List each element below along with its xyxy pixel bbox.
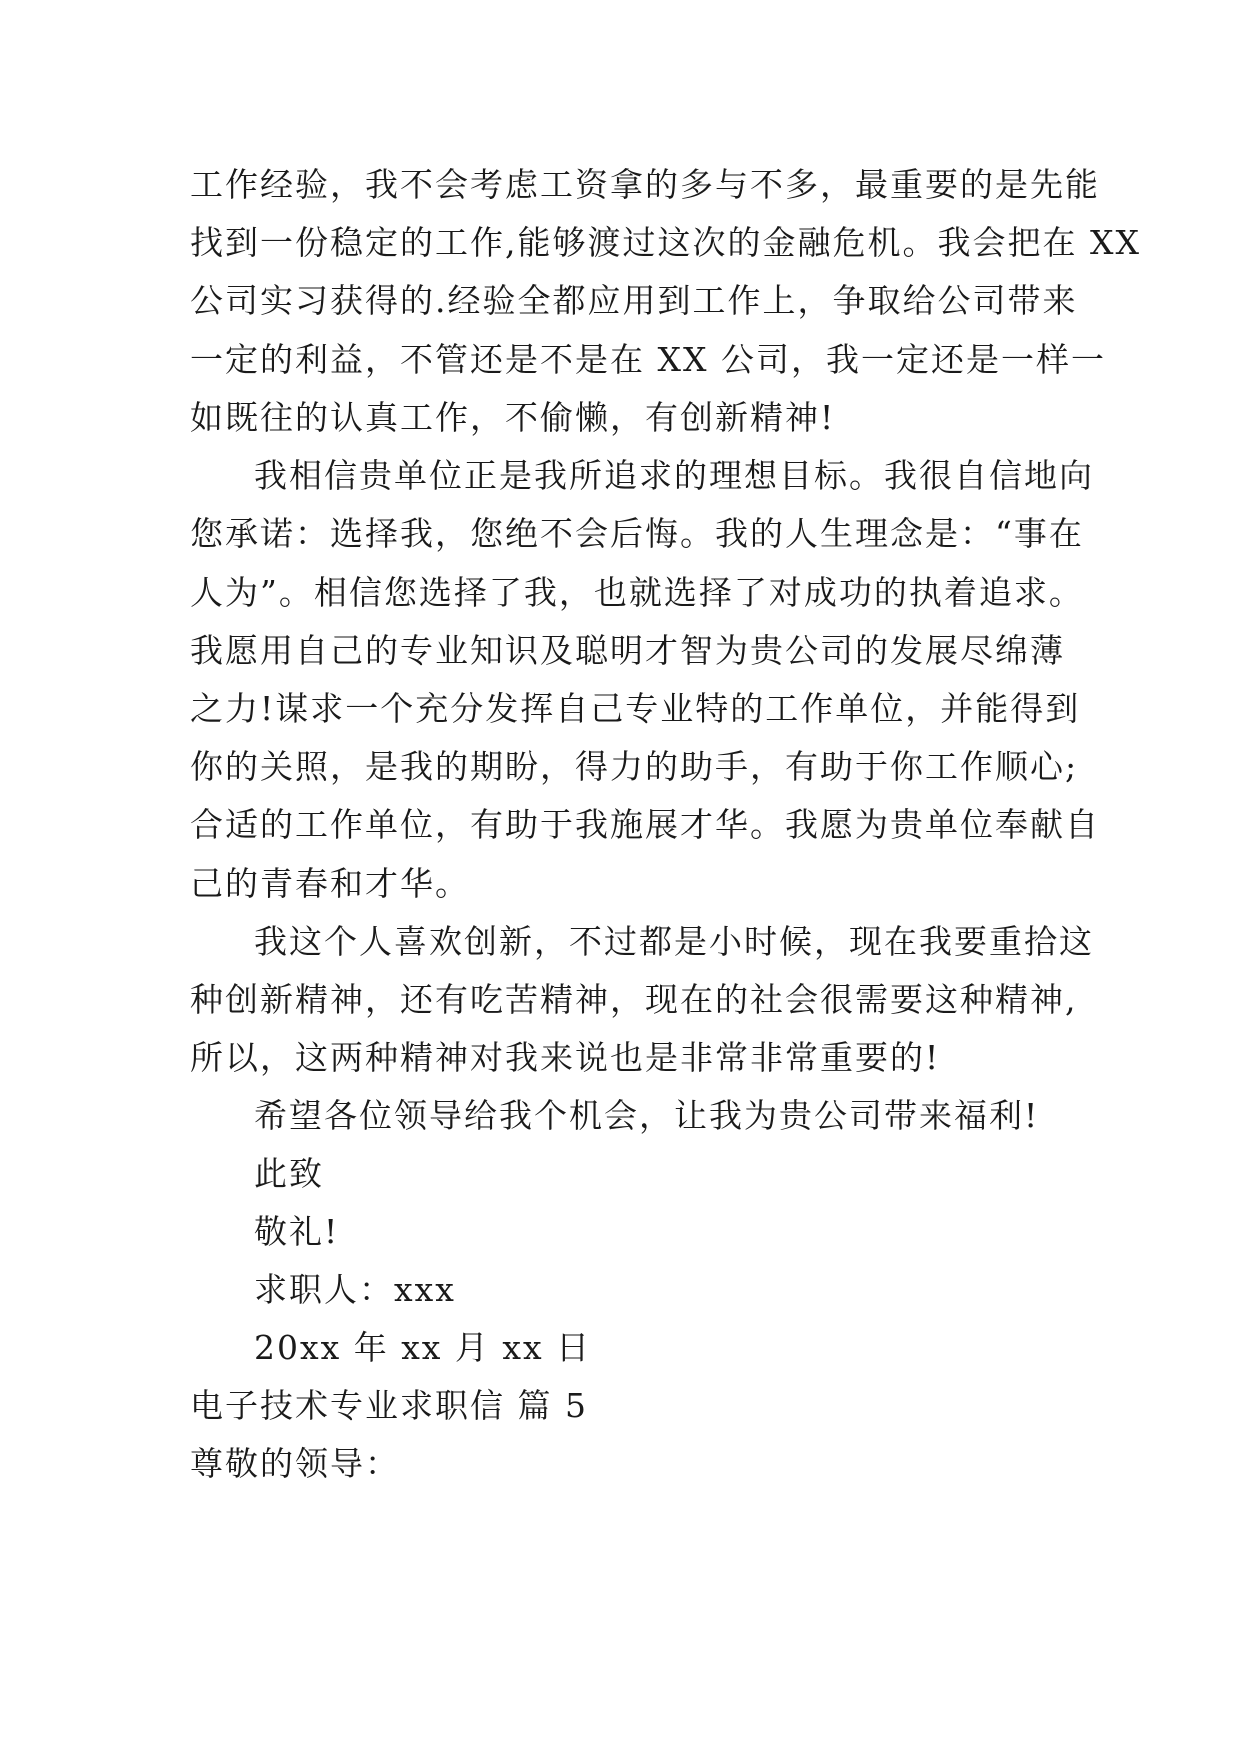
text-line: 如既往的认真工作，不偷懒，有创新精神! [190, 398, 836, 437]
applicant-signature: 求职人：xxx [254, 1270, 456, 1309]
text-line: 己的青春和才华。 [190, 864, 470, 903]
text-line: 你的关照，是我的期盼，得力的助手，有助于你工作顺心; [190, 747, 1079, 786]
text-line: 一定的利益，不管还是不是在 XX 公司，我一定还是一样一 [190, 340, 1106, 379]
text-line: 所以，这两种精神对我来说也是非常非常重要的! [190, 1038, 941, 1077]
paragraph-start-line: 我这个人喜欢创新，不过都是小时候，现在我要重拾这 [254, 922, 1094, 961]
text-line: 工作经验，我不会考虑工资拿的多与不多，最重要的是先能 [190, 165, 1100, 204]
text-line: 您承诺：选择我，您绝不会后悔。我的人生理念是：“事在 [190, 514, 1084, 553]
text-line: 合适的工作单位，有助于我施展才华。我愿为贵单位奉献自 [190, 805, 1100, 844]
text-line: 之力!谋求一个充分发挥自己专业特的工作单位，并能得到 [190, 689, 1081, 728]
text-line: 人为”。相信您选择了我，也就选择了对成功的执着追求。 [190, 573, 1084, 612]
text-line: 公司实习获得的.经验全都应用到工作上，争取给公司带来 [190, 281, 1078, 320]
closing-regards: 敬礼! [254, 1212, 340, 1251]
text-line: 种创新精神，还有吃苦精神，现在的社会很需要这种精神, [190, 980, 1078, 1019]
section-heading: 电子技术专业求职信 篇 5 [190, 1386, 588, 1425]
text-line: 我愿用自己的专业知识及聪明才智为贵公司的发展尽绵薄 [190, 631, 1065, 670]
paragraph-start-line: 我相信贵单位正是我所追求的理想目标。我很自信地向 [254, 456, 1094, 495]
paragraph-start-line: 希望各位领导给我个机会，让我为贵公司带来福利! [254, 1096, 1040, 1135]
letter-date: 20xx 年 xx 月 xx 日 [254, 1328, 592, 1367]
closing-salutation: 此致 [254, 1154, 324, 1193]
text-line: 找到一份稳定的工作,能够渡过这次的金融危机。我会把在 XX [190, 223, 1141, 262]
letter-greeting: 尊敬的领导： [190, 1444, 400, 1483]
